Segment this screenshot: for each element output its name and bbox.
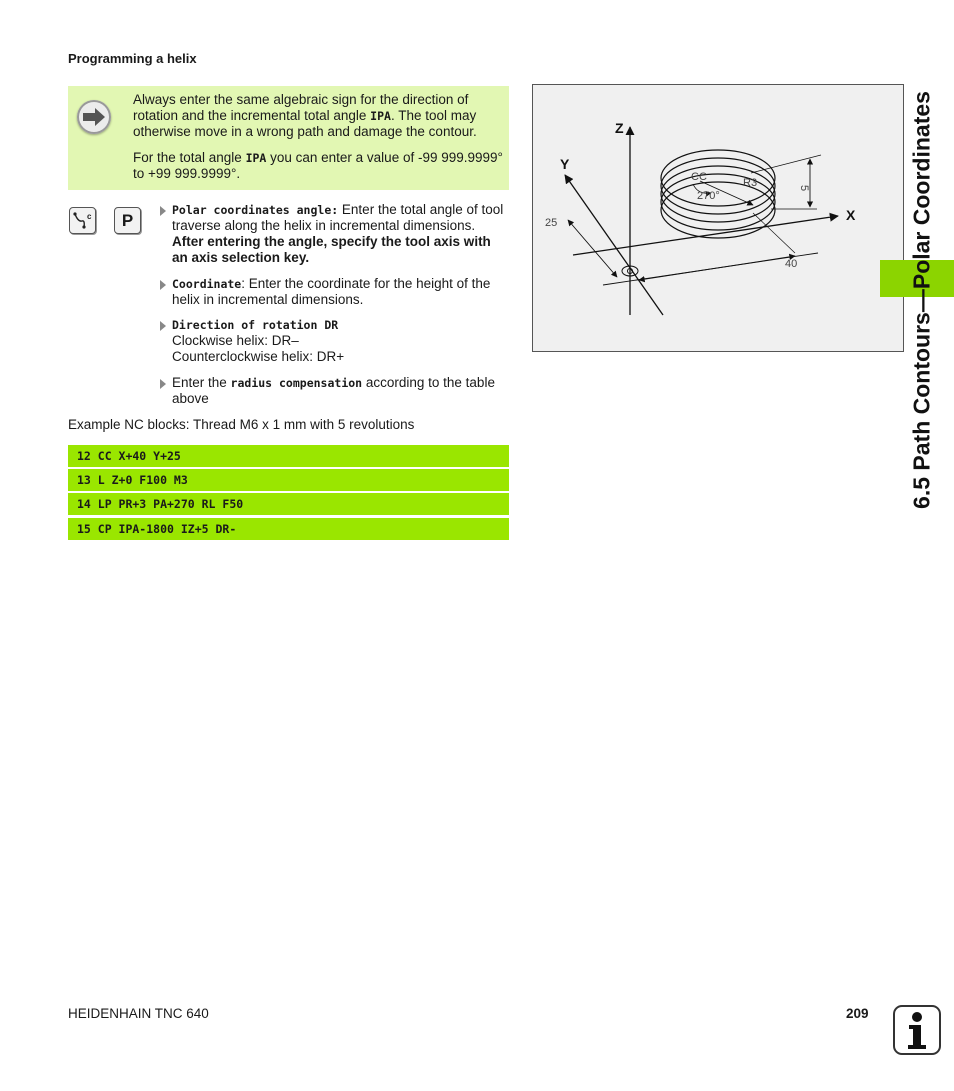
step-bullet-icon	[160, 206, 166, 216]
step-emphasis: After entering the angle, specify the tool axis with an axis selection key.	[172, 234, 491, 265]
page-number: 209	[846, 1006, 869, 1021]
label-height: 5	[798, 185, 810, 192]
label-x-value: 40	[785, 258, 798, 270]
footer-product: HEIDENHAIN TNC 640	[68, 1006, 209, 1021]
label-angle: 270°	[697, 190, 720, 202]
ipa-code: IPA	[370, 109, 391, 123]
step-text	[172, 317, 510, 365]
step-description: according to the table above	[172, 375, 495, 406]
nc-block: 15 CP IPA-1800 IZ+5 DR-	[68, 518, 509, 540]
step-description: : Enter the coordinate for the height of the helix in incremental dimensions.	[172, 276, 491, 307]
label-cc: CC	[691, 171, 707, 183]
y-axis	[565, 175, 663, 315]
step-bullet-icon	[160, 321, 166, 331]
step-coordinate	[160, 276, 510, 308]
step-text	[172, 375, 510, 407]
svg-text:c: c	[87, 212, 92, 221]
nc-block: 14 LP PR+3 PA+270 RL F50	[68, 493, 509, 515]
step-code: Direction of rotation DR	[172, 318, 339, 332]
note-box	[68, 86, 509, 190]
label-z: Z	[615, 120, 624, 136]
nc-block: 12 CC X+40 Y+25	[68, 445, 509, 467]
step-description: Enter the total angle of tool traverse along the helix in incremental dimensions.	[172, 202, 504, 233]
note-paragraph	[133, 150, 505, 182]
label-r3: R3	[743, 177, 758, 189]
nc-block: 13 L Z+0 F100 M3	[68, 469, 509, 491]
step-text	[172, 276, 510, 308]
polar-key-p: P	[114, 207, 141, 234]
note-text-run: you can enter a value of -99 999.9999° to +99 999.9999°.	[133, 150, 503, 181]
chapter-title-text: 6.5 Path Contours—Polar Coordinates	[908, 91, 935, 509]
step-line-clockwise: Clockwise helix: DR–	[172, 333, 299, 348]
step-bullet-icon	[160, 280, 166, 290]
step-text	[172, 202, 510, 266]
example-intro: Example NC blocks: Thread M6 x 1 mm with 5 revolutions	[68, 417, 415, 432]
note-paragraph	[133, 92, 505, 140]
label-x: X	[846, 207, 856, 223]
arrow-right-icon	[77, 100, 111, 134]
step-code: Coordinate	[172, 277, 242, 291]
chapter-title	[896, 85, 948, 515]
label-y-value: 25	[545, 217, 558, 229]
section-heading: Programming a helix	[68, 51, 197, 66]
step-direction	[160, 317, 510, 365]
helix-diagram	[532, 84, 904, 352]
step-description: Enter the	[172, 375, 231, 390]
note-text-run: Always enter the same algebraic sign for the direction of rotation and the incremental total angle	[133, 92, 469, 123]
step-line-counterclockwise: Counterclockwise helix: DR+	[172, 349, 345, 364]
ipa-code: IPA	[245, 151, 267, 165]
step-code: Polar coordinates angle:	[172, 203, 339, 217]
step-bullet-icon	[160, 379, 166, 389]
label-y: Y	[560, 156, 570, 172]
step-code: radius compensation	[230, 376, 363, 390]
step-polar-angle	[160, 202, 510, 266]
note-text-run: . The tool may otherwise move in a wrong path and damage the contour.	[133, 108, 477, 139]
polar-path-key-icon	[69, 207, 96, 234]
note-text	[133, 92, 505, 192]
step-radius-compensation	[160, 375, 510, 407]
note-text-run: For the total angle	[133, 150, 246, 165]
info-icon	[893, 1005, 941, 1055]
